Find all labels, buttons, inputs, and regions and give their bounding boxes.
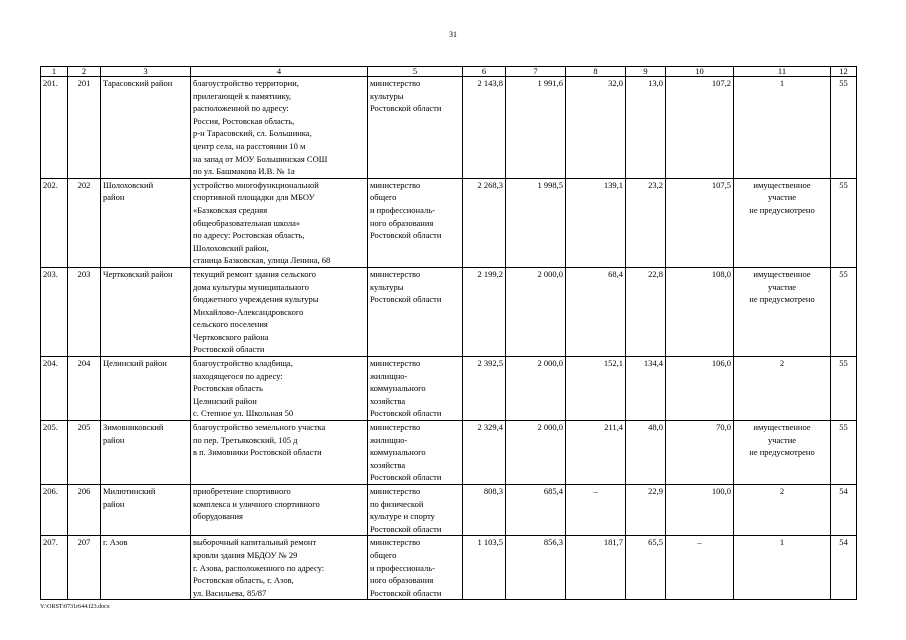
- value-col10: 108,0: [666, 267, 734, 356]
- row-number: 207: [68, 536, 101, 600]
- value-col8: 32,0: [566, 77, 626, 179]
- description-cell: устройство многофункциональной спортивной площадки для МБОУ «Базковская средняя общеобразовательная школа» по адресу: Ростовская область, Шолоховский район, станица Базковская, улица Ленина, 68: [191, 178, 368, 267]
- value-col12: 55: [831, 178, 857, 267]
- description-cell: благоустройство земельного участка по пер. Третьяковский, 105 д в п. Зимовники Ростовской области: [191, 421, 368, 485]
- row-index: 202.: [41, 178, 68, 267]
- value-col6: 1 103,5: [463, 536, 506, 600]
- value-col9: 65,5: [626, 536, 666, 600]
- row-number: 206: [68, 485, 101, 536]
- file-path-footer: Y:\ORST\0731r644.f23.docx: [40, 604, 110, 610]
- value-col7: 1 991,6: [506, 77, 566, 179]
- value-col12: 55: [831, 421, 857, 485]
- column-header: 9: [626, 67, 666, 77]
- column-header: 5: [368, 67, 463, 77]
- column-header: 11: [734, 67, 831, 77]
- value-col9: 48,0: [626, 421, 666, 485]
- ministry-cell: министерство общего и профессиональ- ного образования Ростовской области: [368, 178, 463, 267]
- district-cell: г. Азов: [101, 536, 191, 600]
- table-row: [41, 485, 857, 536]
- column-header: 8: [566, 67, 626, 77]
- value-col12: 54: [831, 485, 857, 536]
- value-col6: 2 329,4: [463, 421, 506, 485]
- value-col6: 2 143,8: [463, 77, 506, 179]
- ministry-cell: министерство по физической культуре и спорту Ростовской области: [368, 485, 463, 536]
- value-col8: 181,7: [566, 536, 626, 600]
- column-header: 12: [831, 67, 857, 77]
- value-col7: 2 000,0: [506, 421, 566, 485]
- row-number: 205: [68, 421, 101, 485]
- value-col12: 55: [831, 77, 857, 179]
- district-cell: Тарасовский район: [101, 77, 191, 179]
- table-row: [41, 421, 857, 485]
- column-header: 3: [101, 67, 191, 77]
- ministry-cell: министерство жилищно- коммунального хозяйства Ростовской области: [368, 357, 463, 421]
- table-row: [41, 267, 857, 356]
- value-col9: 22,8: [626, 267, 666, 356]
- projects-table: [40, 66, 857, 600]
- column-header: 10: [666, 67, 734, 77]
- district-cell: Милютинский район: [101, 485, 191, 536]
- district-cell: Целинский район: [101, 357, 191, 421]
- column-number-row: [41, 67, 857, 77]
- district-cell: Чертковский район: [101, 267, 191, 356]
- value-col8: 152,1: [566, 357, 626, 421]
- value-col6: 2 392,5: [463, 357, 506, 421]
- value-col10: 106,0: [666, 357, 734, 421]
- value-col7: 1 998,5: [506, 178, 566, 267]
- value-col9: 22,9: [626, 485, 666, 536]
- row-number: 201: [68, 77, 101, 179]
- value-col11: имущественное участие не предусмотрено: [734, 267, 831, 356]
- value-col7: 2 000,0: [506, 267, 566, 356]
- value-col8: 211,4: [566, 421, 626, 485]
- district-cell: Шолоховский район: [101, 178, 191, 267]
- value-col12: 55: [831, 267, 857, 356]
- value-col6: 2 268,3: [463, 178, 506, 267]
- value-col12: 54: [831, 536, 857, 600]
- value-col9: 23,2: [626, 178, 666, 267]
- value-col7: 856,3: [506, 536, 566, 600]
- value-col9: 134,4: [626, 357, 666, 421]
- column-header: 2: [68, 67, 101, 77]
- ministry-cell: министерство жилищно- коммунального хозяйства Ростовской области: [368, 421, 463, 485]
- row-index: 203.: [41, 267, 68, 356]
- row-index: 205.: [41, 421, 68, 485]
- column-header: 1: [41, 67, 68, 77]
- value-col8: –: [566, 485, 626, 536]
- value-col8: 68,4: [566, 267, 626, 356]
- value-col9: 13,0: [626, 77, 666, 179]
- value-col11: 1: [734, 77, 831, 179]
- value-col10: 107,2: [666, 77, 734, 179]
- value-col7: 685,4: [506, 485, 566, 536]
- value-col10: 107,5: [666, 178, 734, 267]
- description-cell: текущий ремонт здания сельского дома культуры муниципального бюджетного учреждения культуры Михайлово-Александровского сельского поселения Чертковского района Ростовской области: [191, 267, 368, 356]
- ministry-cell: министерство культуры Ростовской области: [368, 77, 463, 179]
- ministry-cell: министерство общего и профессиональ- ного образования Ростовской области: [368, 536, 463, 600]
- value-col12: 55: [831, 357, 857, 421]
- district-cell: Зимовниковский район: [101, 421, 191, 485]
- value-col10: 70,0: [666, 421, 734, 485]
- value-col11: имущественное участие не предусмотрено: [734, 178, 831, 267]
- table-row: [41, 178, 857, 267]
- value-col10: –: [666, 536, 734, 600]
- ministry-cell: министерство культуры Ростовской области: [368, 267, 463, 356]
- value-col10: 100,0: [666, 485, 734, 536]
- row-number: 203: [68, 267, 101, 356]
- value-col6: 808,3: [463, 485, 506, 536]
- value-col11: имущественное участие не предусмотрено: [734, 421, 831, 485]
- value-col7: 2 000,0: [506, 357, 566, 421]
- description-cell: приобретение спортивного комплекса и уличного спортивного оборудования: [191, 485, 368, 536]
- table-row: [41, 77, 857, 179]
- row-index: 204.: [41, 357, 68, 421]
- value-col11: 1: [734, 536, 831, 600]
- description-cell: благоустройство территории, прилегающей к памятнику, расположенной по адресу: Россия, Ростовская область, р-н Тарасовский, сл. Большинка, центр села, на расстоянии 10 м на запад от МОУ Большинская СОШ по ул. Башмакова И.В. № 1а: [191, 77, 368, 179]
- value-col11: 2: [734, 357, 831, 421]
- row-index: 201.: [41, 77, 68, 179]
- row-number: 202: [68, 178, 101, 267]
- column-header: 7: [506, 67, 566, 77]
- column-header: 4: [191, 67, 368, 77]
- description-cell: выборочный капитальный ремонт кровли здания МБДОУ № 29 г. Азова, расположенного по адресу: Ростовская область, г. Азов, ул. Васильева, 85/87: [191, 536, 368, 600]
- row-index: 206.: [41, 485, 68, 536]
- value-col11: 2: [734, 485, 831, 536]
- row-number: 204: [68, 357, 101, 421]
- table-row: [41, 536, 857, 600]
- value-col6: 2 199,2: [463, 267, 506, 356]
- column-header: 6: [463, 67, 506, 77]
- value-col8: 139,1: [566, 178, 626, 267]
- table-row: [41, 357, 857, 421]
- page-number: 31: [449, 30, 457, 39]
- description-cell: благоустройство кладбища, находящегося по адресу: Ростовская область Целинский район с. Степное ул. Школьная 50: [191, 357, 368, 421]
- row-index: 207.: [41, 536, 68, 600]
